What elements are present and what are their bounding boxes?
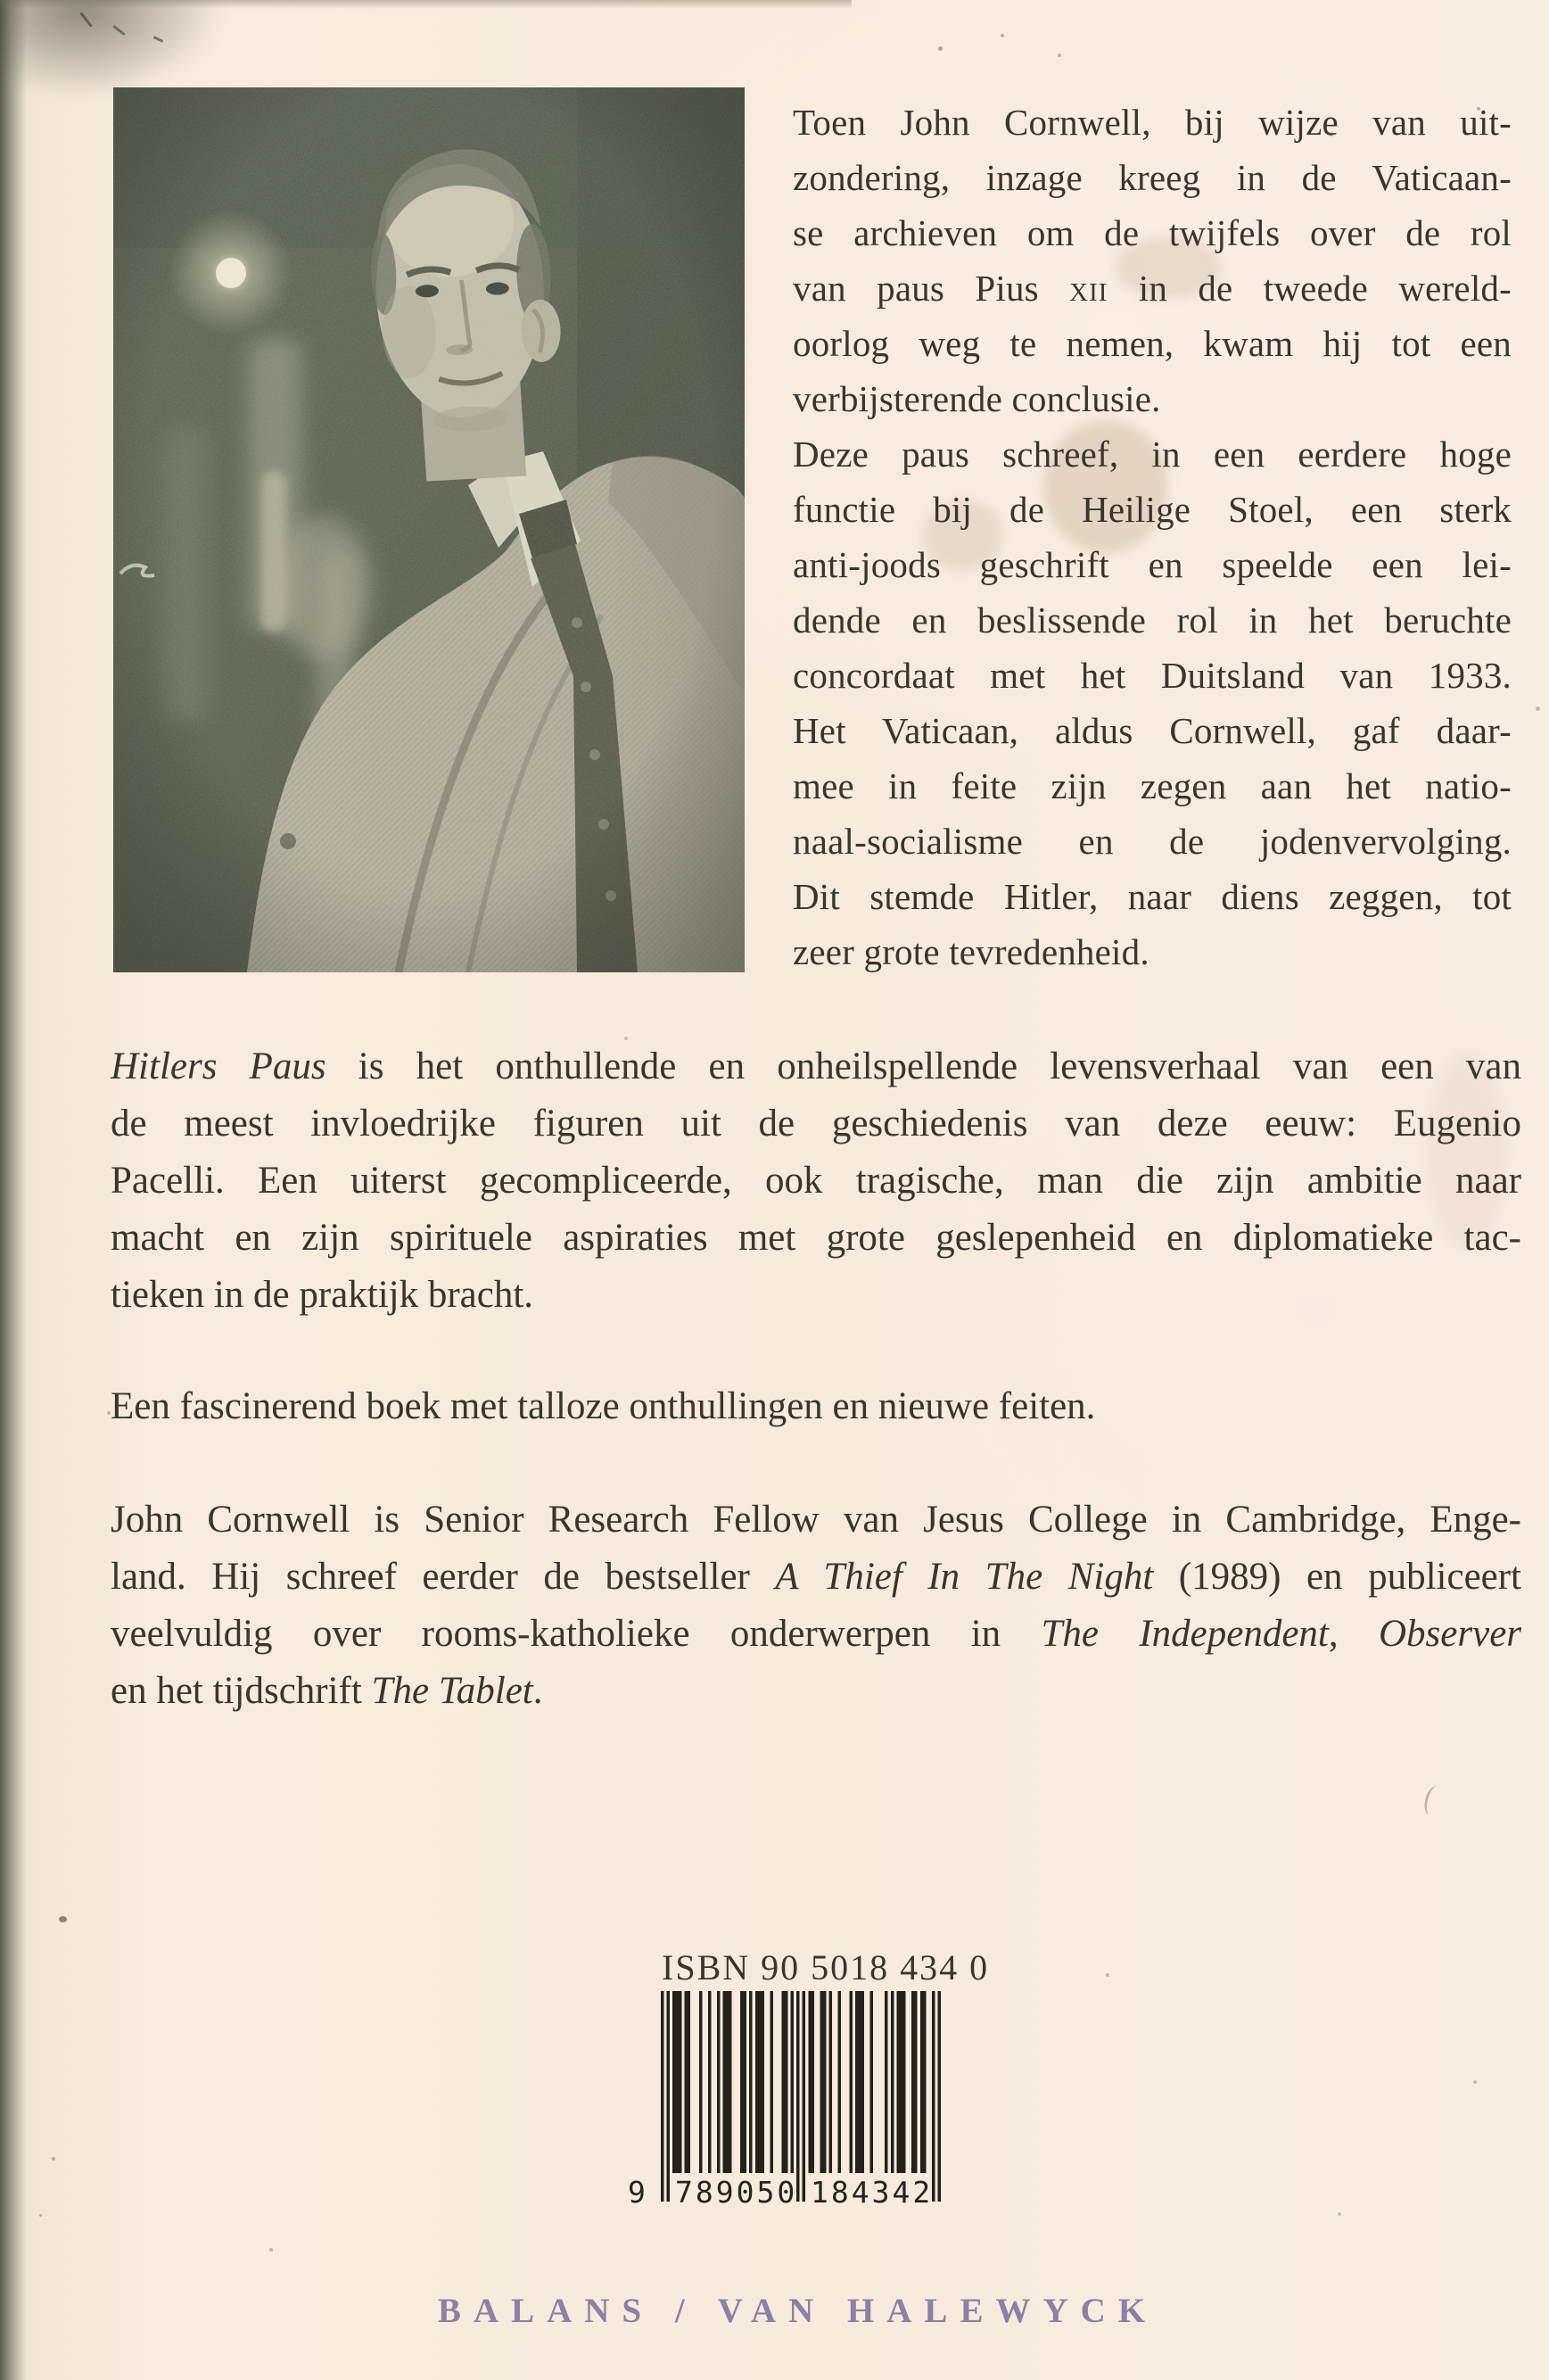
author-photo-art bbox=[113, 87, 745, 972]
scan-corner-shadow bbox=[0, 0, 223, 98]
paper-speck bbox=[1001, 34, 1004, 37]
paper-speck bbox=[1106, 1973, 1109, 1977]
paper-speck bbox=[1338, 2212, 1341, 2216]
paper-speck bbox=[269, 2248, 273, 2252]
paper-speck bbox=[59, 1916, 67, 1922]
author-photo bbox=[113, 87, 745, 972]
paper-speck bbox=[1536, 707, 1540, 711]
paper-speck bbox=[39, 2214, 42, 2217]
barcode-digit-first: 9 bbox=[628, 2175, 648, 2210]
blurb-paragraph: Toen John Cornwell, bij wijze van uit- zondering, inzage kreeg in de Vaticaan- se archieven om de twijfels over de rol van paus Pius xii in de tweede wereld- oorlog weg te nemen, kwam hij tot een verbijsterende conclusie. Deze paus schreef, in een eerdere hoge functie bij de Heilige Stoel, een sterk anti-joods geschrift en speelde een lei- dende en beslissende rol in het beruchte concordaat met het Duitsland van 1933. Het Vaticaan, aldus Cornwell, gaf daar- mee in feite zijn zegen aan het natio- naal-socialisme en de jodenvervolging. Dit stemde Hitler, naar diens zeggen, tot zeer grote tevredenheid. bbox=[793, 102, 1512, 972]
scan-top-shadow bbox=[0, 0, 852, 9]
paper-speck bbox=[1473, 2080, 1477, 2084]
paper-speck bbox=[52, 2157, 55, 2161]
publisher-imprint: BALANS / VAN HALEWYCK bbox=[437, 2292, 1158, 2330]
tagline-paragraph bbox=[111, 1378, 1521, 1435]
ean-barcode bbox=[661, 1991, 941, 2202]
barcode-digits-left-group: 789050 bbox=[675, 2175, 798, 2210]
paper-speck bbox=[1058, 54, 1061, 57]
synopsis-paragraph: Hitlers Paus is het onthullende en onheilspellende levensverhaal van een van de meest invloedrijke figuren uit de geschiedenis van deze eeuw: Eugenio Pacelli. Een uiterst gecompliceerde, ook tragische, man die zijn ambitie naar macht en zijn spirituele aspiraties met grote geslepenheid en diplomatieke tac- tieken in de praktijk bracht. bbox=[111, 1045, 1522, 1316]
stray-mark bbox=[1421, 1784, 1446, 1818]
tagline-text: Een fascinerend boek met talloze onthullingen en nieuwe feiten. bbox=[111, 1385, 1096, 1427]
isbn-label: ISBN 90 5018 434 0 bbox=[662, 1947, 990, 1987]
paper-speck bbox=[938, 46, 943, 51]
scan-edge-left bbox=[0, 0, 27, 2380]
author-bio-paragraph: John Cornwell is Senior Research Fellow van Jesus College in Cambridge, Enge- land. Hij schreef eerder de bestseller A Thief In The Night (1989) en publiceert veelvuldig over rooms-katholieke onderwerpen in The Independent, Observer en het tijdschrift The Tablet. bbox=[111, 1499, 1522, 1712]
barcode-digits-right-group: 184342 bbox=[811, 2175, 934, 2210]
